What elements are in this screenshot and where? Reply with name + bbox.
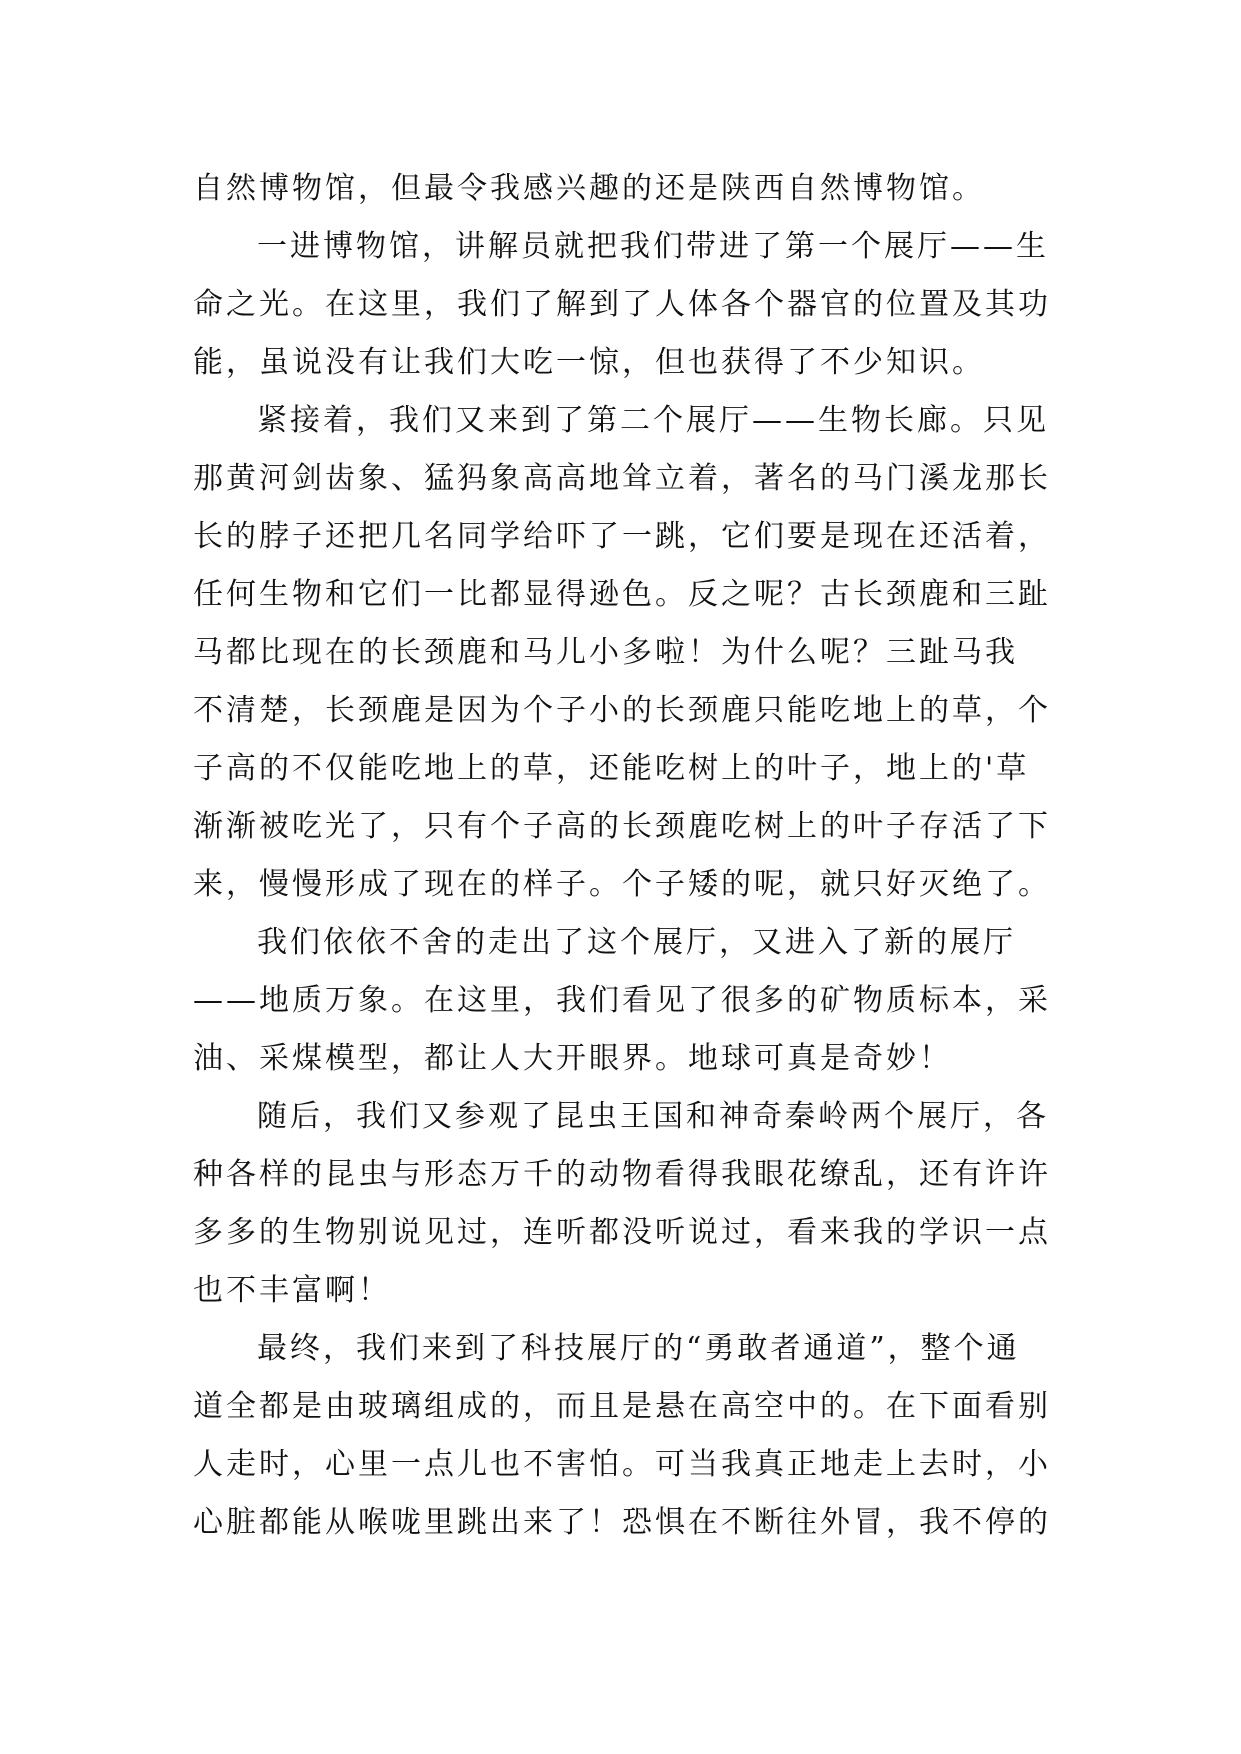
text-line: ——地质万象。在这里，我们看见了很多的矿物质标本，采 — [193, 983, 1051, 1018]
text-line: 心脏都能从喉咙里跳出来了！恐惧在不断往外冒，我不停的 — [193, 1505, 1051, 1540]
text-line: 子高的不仅能吃地上的草，还能吃树上的叶子，地上的'草 — [193, 751, 1030, 786]
text-line: 我们依依不舍的走出了这个展厅，又进入了新的展厅 — [257, 925, 1016, 960]
text-line: 来，慢慢形成了现在的样子。个子矮的呢，就只好灭绝了。 — [193, 867, 1051, 902]
text-line: 最终，我们来到了科技展厅的“勇敢者通道”，整个通 — [257, 1331, 1020, 1366]
text-line: 也不丰富啊！ — [193, 1273, 391, 1308]
text-line: 种各样的昆虫与形态万千的动物看得我眼花缭乱，还有许许 — [193, 1157, 1051, 1192]
text-line: 多多的生物别说见过，连听都没听说过，看来我的学识一点 — [193, 1215, 1051, 1250]
text-line: 命之光。在这里，我们了解到了人体各个器官的位置及其功 — [193, 287, 1051, 322]
text-line: 不清楚，长颈鹿是因为个子小的长颈鹿只能吃地上的草，个 — [193, 693, 1051, 728]
text-line: 任何生物和它们一比都显得逊色。反之呢？古长颈鹿和三趾 — [193, 577, 1051, 612]
text-line: 长的脖子还把几名同学给吓了一跳，它们要是现在还活着， — [193, 519, 1051, 554]
text-line: 渐渐被吃光了，只有个子高的长颈鹿吃树上的叶子存活了下 — [193, 809, 1051, 844]
text-line: 自然博物馆，但最令我感兴趣的还是陕西自然博物馆。 — [193, 171, 985, 206]
text-line: 能，虽说没有让我们大吃一惊，但也获得了不少知识。 — [193, 345, 985, 380]
text-line: 油、采煤模型，都让人大开眼界。地球可真是奇妙！ — [193, 1041, 952, 1076]
text-line: 随后，我们又参观了昆虫王国和神奇秦岭两个展厅，各 — [257, 1099, 1049, 1134]
text-line: 那黄河剑齿象、猛犸象高高地耸立着，著名的马门溪龙那长 — [193, 461, 1051, 496]
text-line: 紧接着，我们又来到了第二个展厅——生物长廊。只见 — [257, 403, 1049, 438]
text-line: 一进博物馆，讲解员就把我们带进了第一个展厅——生 — [257, 229, 1049, 264]
body-text — [193, 160, 1053, 1552]
text-line: 道全都是由玻璃组成的，而且是悬在高空中的。在下面看别 — [193, 1389, 1051, 1424]
text-line: 人走时，心里一点儿也不害怕。可当我真正地走上去时，小 — [193, 1447, 1051, 1482]
text-line: 马都比现在的长颈鹿和马儿小多啦！为什么呢？三趾马我 — [193, 635, 1018, 670]
